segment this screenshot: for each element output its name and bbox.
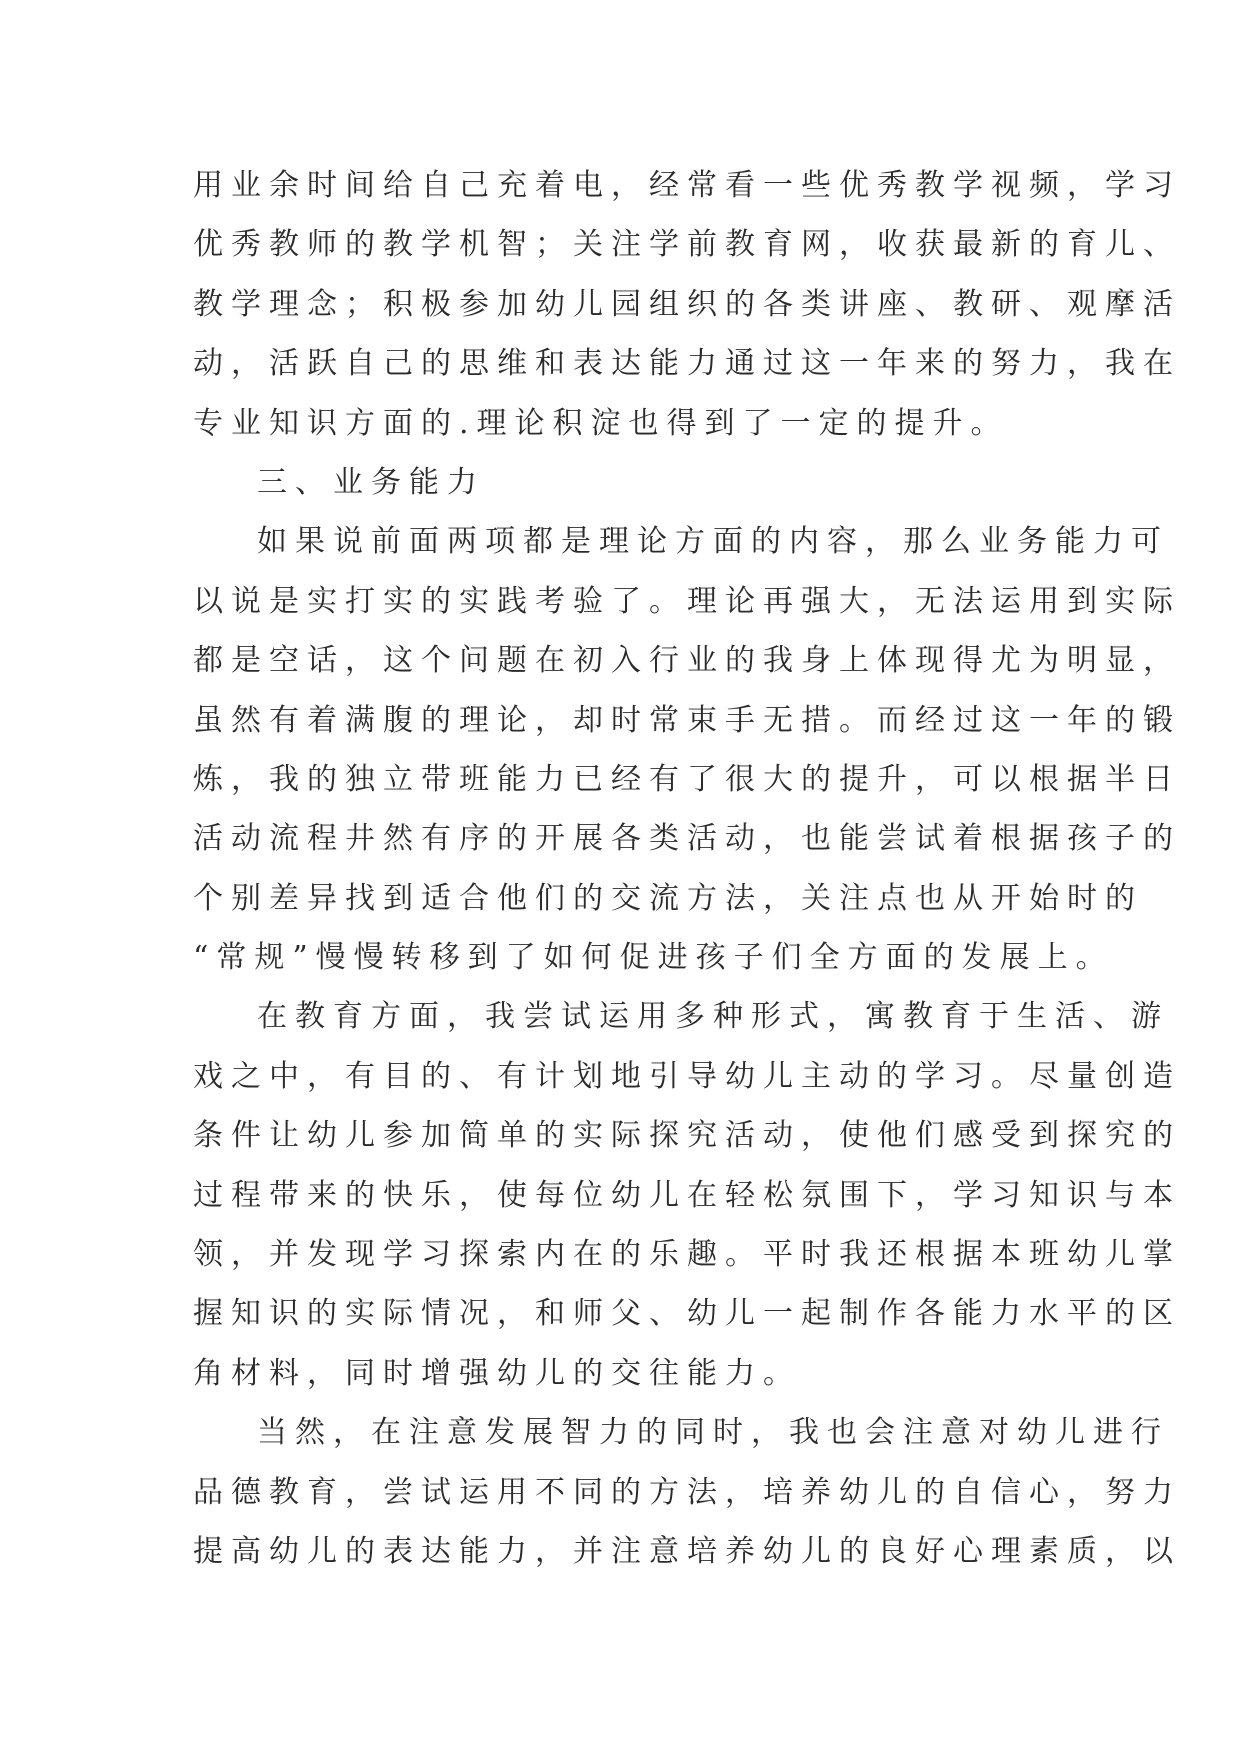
document-body bbox=[193, 156, 1181, 1581]
text-line: 用业余时间给自己充着电，经常看一些优秀教学视频，学习 bbox=[193, 168, 1181, 203]
text-line: 教学理念；积极参加幼儿园组织的各类讲座、教研、观摩活 bbox=[193, 286, 1181, 322]
text-line: 品德教育，尝试运用不同的方法，培养幼儿的自信心，努力 bbox=[193, 1474, 1181, 1510]
text-line: 提高幼儿的表达能力，并注意培养幼儿的良好心理素质，以 bbox=[193, 1533, 1181, 1569]
text-line: 个别差异找到适合他们的交流方法，关注点也从开始时的 bbox=[193, 880, 1143, 916]
text-line: 如果说前面两项都是理论方面的内容，那么业务能力可 bbox=[257, 524, 1169, 560]
text-line: 当然，在注意发展智力的同时，我也会注意对幼儿进行 bbox=[257, 1415, 1169, 1451]
text-line: 过程带来的快乐，使每位幼儿在轻松氛围下，学习知识与本 bbox=[193, 1177, 1181, 1213]
text-line: 以说是实打实的实践考验了。理论再强大，无法运用到实际 bbox=[193, 583, 1181, 619]
text-line: 都是空话，这个问题在初入行业的我身上体现得尤为明显， bbox=[193, 643, 1181, 679]
text-line: 活动流程井然有序的开展各类活动，也能尝试着根据孩子的 bbox=[193, 821, 1181, 857]
text-line: 戏之中，有目的、有计划地引导幼儿主动的学习。尽量创造 bbox=[193, 1058, 1181, 1094]
text-line: 在教育方面，我尝试运用多种形式，寓教育于生活、游 bbox=[257, 999, 1169, 1035]
text-line: 领，并发现学习探索内在的乐趣。平时我还根据本班幼儿掌 bbox=[193, 1237, 1181, 1273]
text-line: 角材料，同时增强幼儿的交往能力。 bbox=[193, 1355, 801, 1391]
text-line: 炼，我的独立带班能力已经有了很大的提升，可以根据半日 bbox=[193, 761, 1181, 797]
text-line: 优秀教师的教学机智；关注学前教育网，收获最新的育儿、 bbox=[193, 227, 1181, 263]
text-line: 三、业务能力 bbox=[257, 464, 485, 500]
text-line: 动，活跃自己的思维和表达能力通过这一年来的努力，我在 bbox=[193, 346, 1181, 382]
text-line: 条件让幼儿参加简单的实际探究活动，使他们感受到探究的 bbox=[193, 1118, 1181, 1154]
text-line: 专业知识方面的.理论积淀也得到了一定的提升。 bbox=[193, 405, 1009, 441]
text-line: 虽然有着满腹的理论，却时常束手无措。而经过这一年的锻 bbox=[193, 702, 1181, 738]
text-line: 握知识的实际情况，和师父、幼儿一起制作各能力水平的区 bbox=[193, 1296, 1181, 1332]
text-line: “常规”慢慢转移到了如何促进孩子们全方面的发展上。 bbox=[193, 940, 1114, 976]
